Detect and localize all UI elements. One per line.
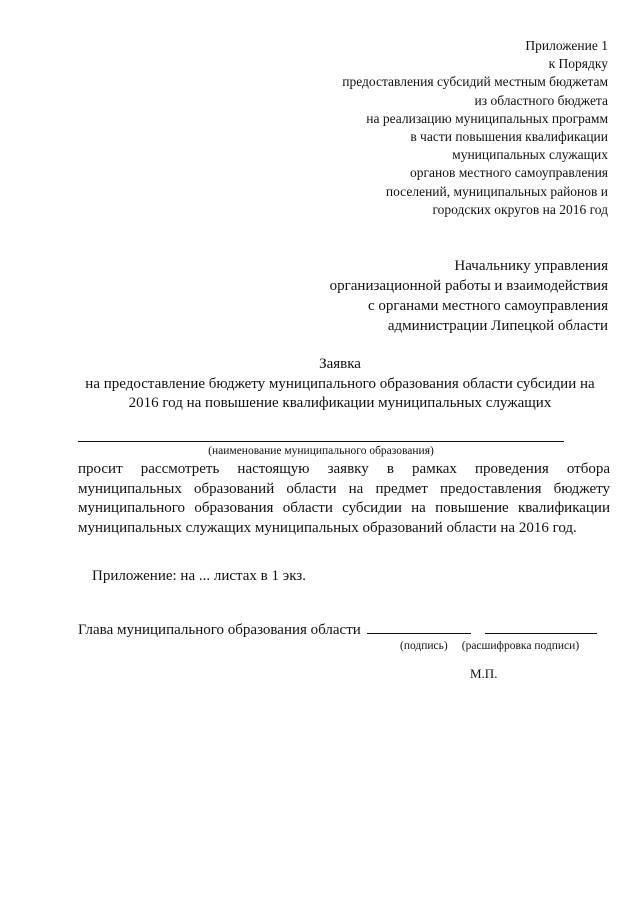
- municipality-name-blank: [78, 441, 564, 442]
- addressee-line: Начальнику управления: [454, 258, 608, 274]
- request-body: просит рассмотреть настоящую заявку в рамках проведения отбора муниципальных образований области на предмет предоставления бюджету муниципального образования области субсидии на повышение квалификации муниципальных служащих муниципальных образований области на 2016 год.: [78, 461, 610, 537]
- appendix-line: органов местного самоуправления: [409, 165, 608, 181]
- title-line: на предоставление бюджету муниципального образования области субсидии на: [85, 375, 595, 392]
- appendix-line: в части повышения квалификации: [410, 129, 608, 145]
- appendix-header: [342, 37, 608, 219]
- addressee-line: администрации Липецкой области: [387, 318, 608, 334]
- signature-line: [78, 619, 597, 640]
- addressee-line: с органами местного самоуправления: [367, 298, 608, 314]
- appendix-line: поселений, муниципальных районов и: [385, 183, 608, 199]
- appendix-line: муниципальных служащих: [452, 147, 608, 163]
- attachment-note: Приложение: на ... листах в 1 экз.: [92, 568, 306, 584]
- title-line: 2016 год на повышение квалификации муниципальных служащих: [128, 395, 552, 411]
- addressee-block: [330, 256, 608, 336]
- appendix-line: на реализацию муниципальных программ: [366, 110, 608, 126]
- title-heading: Заявка: [319, 356, 361, 372]
- decoding-caption: (расшифровка подписи): [461, 640, 580, 652]
- addressee-line: организационной работы и взаимодействия: [329, 278, 608, 294]
- appendix-line: к Порядку: [548, 56, 608, 72]
- signature-decoding-blank: [485, 619, 597, 634]
- municipality-name-caption: (наименование муниципального образования): [208, 445, 434, 457]
- appendix-line: из областного бюджета: [474, 92, 608, 108]
- signature-caption: (подпись): [400, 640, 448, 652]
- stamp-place: М.П.: [470, 666, 498, 681]
- signature-blank: [367, 619, 471, 634]
- document-title: [70, 355, 610, 414]
- appendix-line: Приложение 1: [525, 38, 608, 53]
- appendix-line: предоставления субсидий местным бюджетам: [342, 74, 608, 90]
- appendix-line: городских округов на 2016 год: [432, 201, 608, 217]
- signature-label: Глава муниципального образования области: [78, 622, 361, 638]
- signature-captions: [400, 639, 579, 653]
